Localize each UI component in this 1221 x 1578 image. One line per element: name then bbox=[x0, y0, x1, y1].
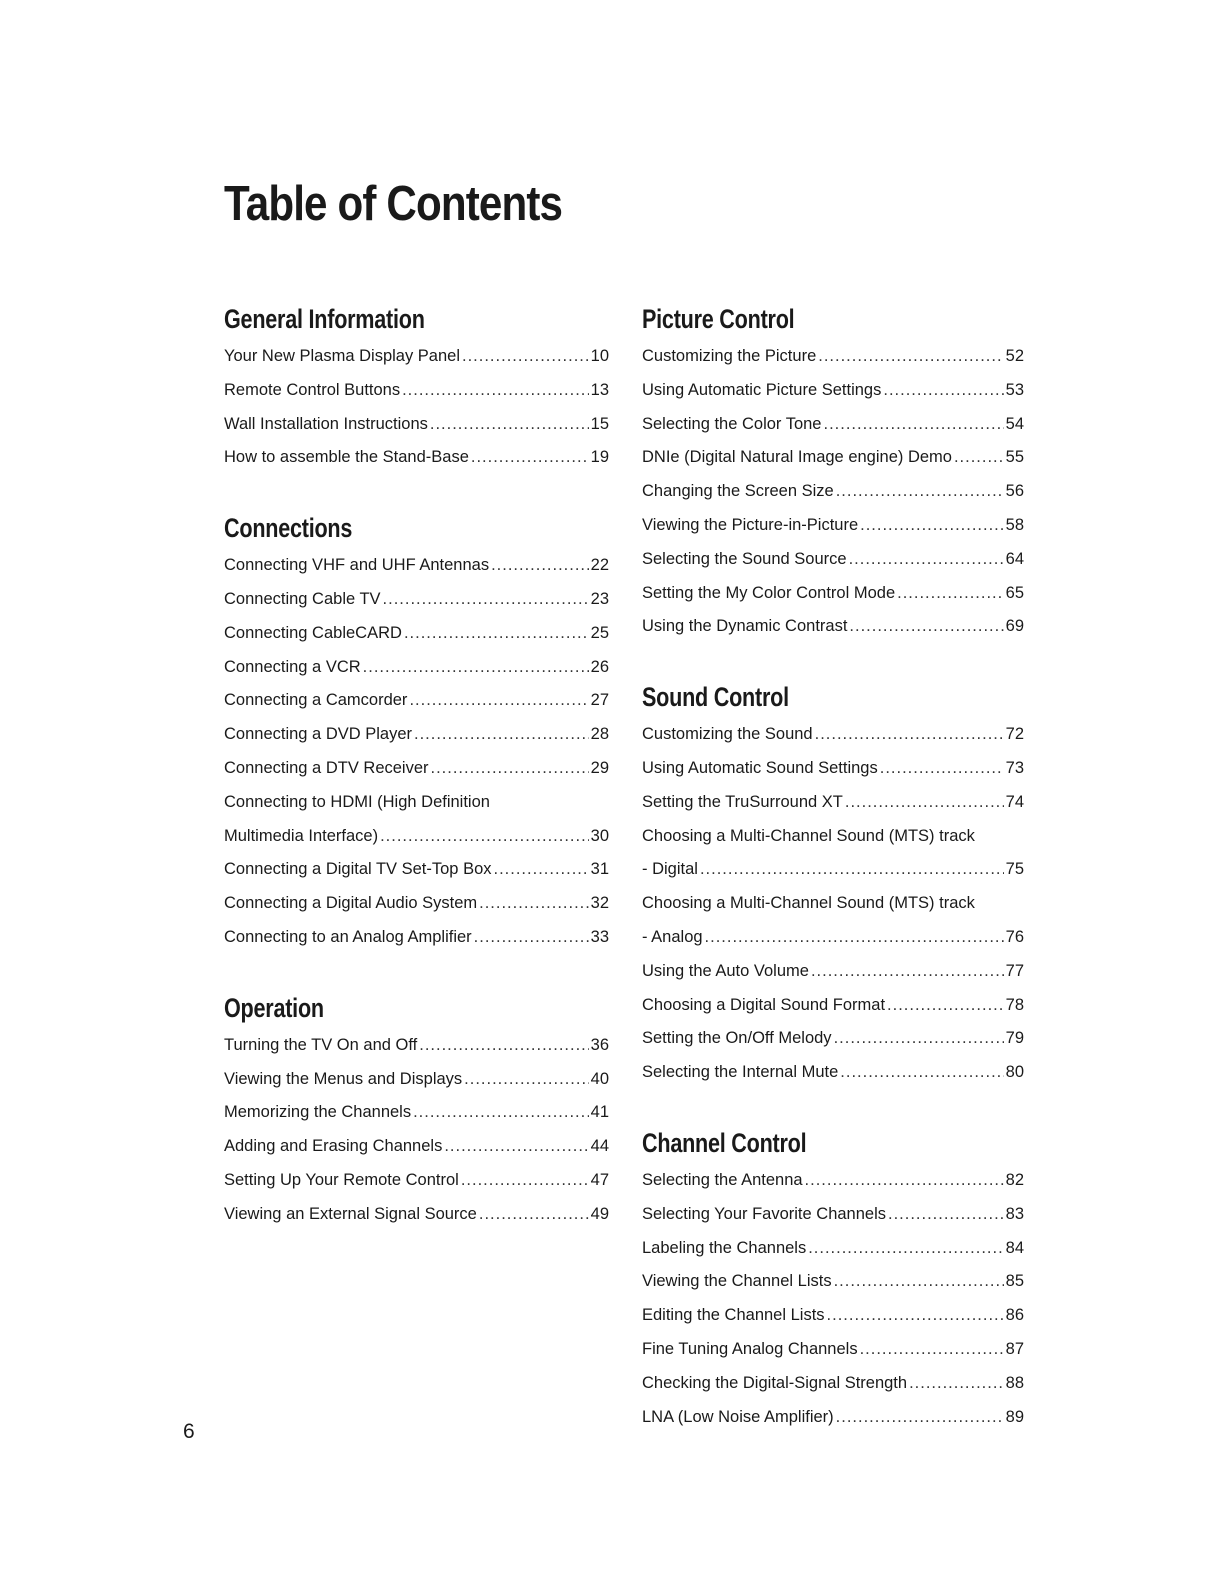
section-title: Picture Control bbox=[642, 304, 795, 334]
toc-entry-title: Setting the On/Off Melody bbox=[642, 1029, 832, 1048]
toc-entry bbox=[642, 1056, 1024, 1090]
dot-leader bbox=[888, 1198, 1004, 1232]
toc-entry bbox=[642, 752, 1024, 786]
toc-entry bbox=[224, 651, 609, 685]
toc-entry bbox=[642, 786, 1024, 820]
toc-entry bbox=[224, 340, 609, 374]
toc-entry-page: 89 bbox=[1005, 1407, 1024, 1426]
dot-leader bbox=[380, 820, 589, 854]
dot-leader bbox=[404, 617, 589, 651]
dot-leader bbox=[700, 853, 1004, 887]
toc-entry bbox=[224, 408, 609, 442]
dot-leader bbox=[887, 989, 1004, 1023]
toc-entry-title: Using the Auto Volume bbox=[642, 961, 809, 980]
toc-entry bbox=[224, 752, 609, 786]
toc-entry-title: - Digital bbox=[642, 860, 698, 879]
dot-leader bbox=[815, 718, 1004, 752]
toc-entry-page: 27 bbox=[590, 691, 609, 710]
toc-entry-page: 10 bbox=[590, 347, 609, 365]
dot-leader bbox=[413, 1096, 589, 1130]
dot-leader bbox=[461, 1164, 589, 1198]
toc-entry-page: 65 bbox=[1005, 583, 1024, 602]
section-general-information bbox=[224, 300, 609, 475]
toc-entry-title: Selecting the Sound Source bbox=[642, 549, 847, 568]
toc-entry bbox=[642, 1265, 1024, 1299]
toc-entry bbox=[642, 509, 1024, 543]
toc-entry bbox=[642, 1022, 1024, 1056]
dot-leader bbox=[954, 441, 1004, 475]
toc-entry-page: 33 bbox=[590, 927, 609, 946]
toc-entry-page: 88 bbox=[1005, 1373, 1024, 1392]
toc-entry-page: 30 bbox=[590, 826, 609, 845]
dot-leader bbox=[823, 408, 1003, 442]
dot-leader bbox=[705, 921, 1004, 955]
toc-entry-title: Setting Up Your Remote Control bbox=[224, 1170, 459, 1189]
toc-entry-title: Using the Dynamic Contrast bbox=[642, 617, 848, 636]
toc-entry-title: Using Automatic Picture Settings bbox=[642, 380, 882, 399]
toc-entry bbox=[642, 955, 1024, 989]
toc-entry bbox=[642, 1232, 1024, 1266]
section-title: General Information bbox=[224, 304, 425, 334]
toc-entry-page: 87 bbox=[1005, 1339, 1024, 1358]
toc-entry-page: 36 bbox=[590, 1035, 609, 1054]
toc-entry bbox=[224, 1198, 609, 1232]
toc-entry bbox=[642, 408, 1024, 442]
toc-entry-page: 52 bbox=[1005, 347, 1024, 365]
toc-entry-page: 64 bbox=[1005, 549, 1024, 568]
toc-entry-page: 85 bbox=[1005, 1272, 1024, 1291]
toc-entry-title: Your New Plasma Display Panel bbox=[224, 347, 461, 365]
toc-entry-page: 23 bbox=[590, 589, 609, 608]
dot-leader bbox=[464, 1063, 588, 1097]
page-number: 6 bbox=[183, 1420, 195, 1443]
section-title: Channel Control bbox=[642, 1127, 807, 1158]
dot-leader bbox=[494, 853, 589, 887]
toc-entry-page: 49 bbox=[590, 1204, 609, 1223]
dot-leader bbox=[849, 610, 1003, 644]
toc-entry-page: 73 bbox=[1005, 758, 1024, 777]
dot-leader bbox=[811, 955, 1004, 989]
toc-entry bbox=[642, 374, 1024, 408]
toc-entry-title: Using Automatic Sound Settings bbox=[642, 758, 878, 777]
toc-entry bbox=[642, 1333, 1024, 1367]
toc-entry-title: Viewing the Picture-in-Picture bbox=[642, 515, 859, 534]
toc-entry-title: Labeling the Channels bbox=[642, 1238, 807, 1257]
toc-entry-title: Connecting Cable TV bbox=[224, 589, 381, 608]
toc-entry-page: 22 bbox=[590, 556, 609, 575]
toc-entry-page: 13 bbox=[590, 380, 609, 399]
toc-entry bbox=[642, 543, 1024, 577]
dot-leader bbox=[409, 684, 588, 718]
toc-entry bbox=[224, 374, 609, 408]
toc-entry bbox=[224, 1164, 609, 1198]
toc-entry bbox=[224, 684, 609, 718]
toc-entry-title: Choosing a Multi-Channel Sound (MTS) track bbox=[642, 826, 975, 845]
dot-leader bbox=[805, 1164, 1004, 1198]
toc-column-left bbox=[224, 300, 609, 1232]
toc-entry bbox=[224, 1029, 609, 1063]
toc-entry-title: - Analog bbox=[642, 927, 703, 946]
toc-entry-title: Selecting the Antenna bbox=[642, 1170, 803, 1189]
toc-entry-title: Customizing the Sound bbox=[642, 725, 813, 744]
toc-entry-title: Viewing the Menus and Displays bbox=[224, 1069, 463, 1088]
toc-entry-page: 72 bbox=[1005, 725, 1024, 744]
toc-entry-title: Multimedia Interface) bbox=[224, 826, 379, 845]
section-picture-control bbox=[642, 300, 1024, 644]
dot-leader bbox=[479, 1198, 589, 1232]
toc-entry bbox=[224, 549, 609, 583]
toc-entry-page: 29 bbox=[590, 758, 609, 777]
dot-leader bbox=[827, 1299, 1004, 1333]
toc-entry bbox=[642, 577, 1024, 611]
dot-leader bbox=[474, 921, 589, 955]
toc-entry bbox=[224, 1063, 609, 1097]
toc-entry bbox=[642, 989, 1024, 1023]
toc-entry-title: Wall Installation Instructions bbox=[224, 414, 428, 433]
dot-leader bbox=[419, 1029, 588, 1063]
entry-list bbox=[224, 1029, 609, 1232]
dot-leader bbox=[414, 718, 589, 752]
toc-entry-title: Turning the TV On and Off bbox=[224, 1035, 418, 1054]
toc-entry-title: Connecting a Camcorder bbox=[224, 691, 408, 710]
entry-list bbox=[642, 1164, 1024, 1434]
entry-list bbox=[642, 718, 1024, 1090]
toc-entry-page: 26 bbox=[590, 657, 609, 676]
toc-entry-title: Connecting a DVD Player bbox=[224, 725, 413, 744]
toc-entry bbox=[642, 820, 1024, 854]
section-title: Operation bbox=[224, 992, 324, 1023]
entry-list bbox=[224, 549, 609, 955]
toc-entry-page: 74 bbox=[1005, 792, 1024, 811]
toc-entry bbox=[642, 340, 1024, 374]
dot-leader bbox=[897, 577, 1004, 611]
dot-leader bbox=[845, 786, 1004, 820]
toc-entry bbox=[224, 617, 609, 651]
toc-entry-title: Checking the Digital-Signal Strength bbox=[642, 1373, 908, 1392]
toc-entry-title: LNA (Low Noise Amplifier) bbox=[642, 1407, 834, 1426]
toc-entry-title: Remote Control Buttons bbox=[224, 380, 401, 399]
toc-entry-page: 47 bbox=[590, 1170, 609, 1189]
entry-list bbox=[642, 340, 1024, 644]
toc-entry-title: Setting the My Color Control Mode bbox=[642, 583, 896, 602]
toc-entry-page: 78 bbox=[1005, 995, 1024, 1014]
toc-entry bbox=[224, 820, 609, 854]
toc-entry-page: 44 bbox=[590, 1137, 609, 1156]
toc-entry bbox=[642, 1164, 1024, 1198]
dot-leader bbox=[383, 583, 589, 617]
section-gap bbox=[642, 644, 1024, 678]
toc-entry-page: 55 bbox=[1005, 448, 1024, 467]
dot-leader bbox=[860, 509, 1004, 543]
toc-entry-title: How to assemble the Stand-Base bbox=[224, 448, 469, 467]
toc-entry-page: 79 bbox=[1005, 1029, 1024, 1048]
dot-leader bbox=[909, 1367, 1004, 1401]
toc-entry-title: Connecting a DTV Receiver bbox=[224, 758, 429, 777]
section-sound-control bbox=[642, 678, 1024, 1090]
toc-entry-page: 58 bbox=[1005, 515, 1024, 534]
toc-entry-title: Adding and Erasing Channels bbox=[224, 1137, 443, 1156]
dot-leader bbox=[430, 408, 589, 442]
toc-entry-page: 40 bbox=[590, 1069, 609, 1088]
toc-entry-page: 86 bbox=[1005, 1306, 1024, 1325]
toc-entry-title: Changing the Screen Size bbox=[642, 482, 834, 501]
toc-entry bbox=[642, 475, 1024, 509]
toc-entry bbox=[642, 1367, 1024, 1401]
toc-entry-title: Connecting a Digital Audio System bbox=[224, 894, 478, 913]
section-gap bbox=[224, 955, 609, 989]
toc-entry-title: Selecting the Internal Mute bbox=[642, 1063, 839, 1082]
toc-entry bbox=[642, 1198, 1024, 1232]
toc-entry-title: Connecting VHF and UHF Antennas bbox=[224, 556, 490, 575]
dot-leader bbox=[860, 1333, 1004, 1367]
toc-entry-page: 76 bbox=[1005, 927, 1024, 946]
toc-entry bbox=[224, 786, 609, 820]
toc-entry-title: Connecting a Digital TV Set-Top Box bbox=[224, 860, 492, 879]
toc-entry-page: 25 bbox=[590, 623, 609, 642]
dot-leader bbox=[834, 1022, 1004, 1056]
entry-list bbox=[224, 340, 609, 475]
toc-entry-page: 77 bbox=[1005, 961, 1024, 980]
section-gap bbox=[642, 1090, 1024, 1124]
section-channel-control bbox=[642, 1124, 1024, 1434]
toc-entry-page: 53 bbox=[1005, 380, 1024, 399]
toc-column-right bbox=[642, 300, 1024, 1434]
toc-entry bbox=[642, 610, 1024, 644]
toc-entry-title: Selecting the Color Tone bbox=[642, 414, 822, 433]
dot-leader bbox=[444, 1130, 588, 1164]
toc-entry bbox=[642, 441, 1024, 475]
dot-leader bbox=[834, 1265, 1004, 1299]
toc-entry-page: 32 bbox=[590, 894, 609, 913]
toc-entry-title: Connecting CableCARD bbox=[224, 623, 402, 642]
toc-entry-title: Selecting Your Favorite Channels bbox=[642, 1204, 886, 1223]
toc-entry bbox=[642, 887, 1024, 921]
toc-entry bbox=[224, 1130, 609, 1164]
toc-entry-page: 19 bbox=[590, 448, 609, 467]
dot-leader bbox=[836, 1401, 1004, 1435]
toc-entry-title: Connecting to HDMI (High Definition bbox=[224, 792, 490, 811]
toc-entry bbox=[642, 1401, 1024, 1435]
toc-entry-title: Connecting a VCR bbox=[224, 657, 361, 676]
toc-entry-title: Memorizing the Channels bbox=[224, 1103, 412, 1122]
dot-leader bbox=[880, 752, 1004, 786]
toc-entry-title: Viewing an External Signal Source bbox=[224, 1204, 477, 1223]
section-connections bbox=[224, 509, 609, 955]
dot-leader bbox=[431, 752, 589, 786]
toc-entry bbox=[224, 887, 609, 921]
dot-leader bbox=[840, 1056, 1003, 1090]
dot-leader bbox=[808, 1232, 1003, 1266]
toc-entry-title: Viewing the Channel Lists bbox=[642, 1272, 832, 1291]
toc-entry-page: 82 bbox=[1005, 1170, 1024, 1189]
toc-entry-title: Fine Tuning Analog Channels bbox=[642, 1339, 858, 1358]
dot-leader bbox=[479, 887, 589, 921]
dot-leader bbox=[883, 374, 1003, 408]
toc-entry bbox=[642, 1299, 1024, 1333]
dot-leader bbox=[462, 340, 589, 374]
toc-entry-title: Customizing the Picture bbox=[642, 347, 817, 365]
toc-entry-page: 28 bbox=[590, 725, 609, 744]
toc-entry-page: 56 bbox=[1005, 482, 1024, 501]
dot-leader bbox=[491, 549, 589, 583]
dot-leader bbox=[363, 651, 589, 685]
toc-entry-page: 15 bbox=[590, 414, 609, 433]
toc-entry bbox=[642, 718, 1024, 752]
section-gap bbox=[224, 475, 609, 509]
toc-entry bbox=[224, 853, 609, 887]
dot-leader bbox=[836, 475, 1004, 509]
toc-entry-page: 75 bbox=[1005, 860, 1024, 879]
section-title: Sound Control bbox=[642, 682, 789, 713]
toc-entry-page: 54 bbox=[1005, 414, 1024, 433]
toc-entry bbox=[642, 853, 1024, 887]
toc-entry bbox=[224, 718, 609, 752]
toc-entry-title: Choosing a Digital Sound Format bbox=[642, 995, 886, 1014]
toc-entry-page: 84 bbox=[1005, 1238, 1024, 1257]
toc-entry bbox=[224, 583, 609, 617]
toc-entry-page: 83 bbox=[1005, 1204, 1024, 1223]
dot-leader bbox=[818, 340, 1003, 374]
toc-entry bbox=[224, 441, 609, 475]
toc-entry-page: 69 bbox=[1005, 617, 1024, 636]
toc-entry-page: 80 bbox=[1005, 1063, 1024, 1082]
toc-entry-title: Setting the TruSurround XT bbox=[642, 792, 843, 811]
toc-entry-title: DNIe (Digital Natural Image engine) Demo bbox=[642, 448, 952, 467]
toc-entry-page: 31 bbox=[590, 860, 609, 879]
toc-entry-page: 41 bbox=[590, 1103, 609, 1122]
toc-entry-title: Editing the Channel Lists bbox=[642, 1306, 825, 1325]
toc-entry bbox=[642, 921, 1024, 955]
dot-leader bbox=[402, 374, 589, 408]
dot-leader bbox=[849, 543, 1004, 577]
toc-entry bbox=[224, 921, 609, 955]
toc-entry-title: Connecting to an Analog Amplifier bbox=[224, 927, 472, 946]
section-operation bbox=[224, 989, 609, 1232]
dot-leader bbox=[471, 441, 589, 475]
toc-entry-title: Choosing a Multi-Channel Sound (MTS) track bbox=[642, 894, 975, 913]
section-title: Connections bbox=[224, 513, 353, 544]
page-title: Table of Contents bbox=[224, 177, 563, 231]
toc-entry bbox=[224, 1096, 609, 1130]
